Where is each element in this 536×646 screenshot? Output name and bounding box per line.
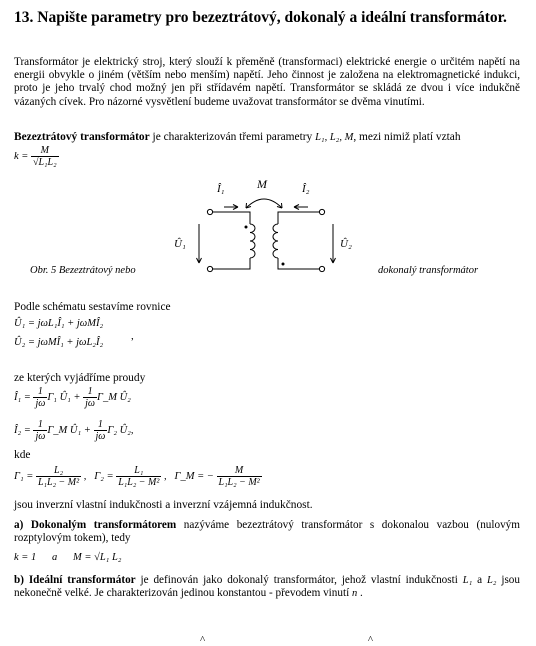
lossless-heading: Bezeztrátový transformátor [14,131,150,143]
gamma-equations: Γ₁ = $\frac{\text{L₂}}{\text{L₁L₂ − M²}}$ , Γ₂ = $\frac{\text{L₁}}{\text{L₁L₂ − M²}}$ , Γ_M = − $\frac{M}{\text{L₁L₂ − M²}}$ [14,465,260,488]
equation-comma: , [131,330,134,342]
intro-paragraph: Transformátor je elektrický stroj, který slouží k přeměně (transformaci) elektrické energie o určitém napětí na energii obvykle o jiném (větším nebo menším) napětí. Jeho činnost je založena na elektromagnetické indukci, proto je jeho trvalý chod možný jen při střídavém napětí. Transformátor se skládá ze dvou i více indukčně vázaných cívek. Pro názorné vysvětlení budeme uvažovat transformátor se dvěma vinutími. [14,56,520,108]
terminal-top-left [207,209,212,214]
equation-u1: Û₁ = jωL₁Î₁ + jωMÎ₂ [14,318,104,329]
equation-u2: Û₂ = jωMÎ₁ + jωL₂Î₂ [14,337,104,348]
primary-coil [250,224,255,258]
caption-left: Obr. 5 Bezeztrátový nebo [30,265,136,276]
mutual-arc [246,199,282,208]
ideal-heading: Ideální transformátor [28,574,136,586]
caption-right: dokonalý transformátor [378,265,479,276]
terminal-bottom-left [207,266,212,271]
voltage-arrow-2 [331,224,336,263]
secondary-dot [282,263,285,266]
lossless-text2: , mezi nimiž platí vztah [353,131,461,143]
bottom-marks: ^ ^ [200,634,454,646]
ideal-paragraph: b) Ideální transformátor je definován jako dokonalý transformátor, jehož vlastní indukčnosti L₁ a L₂ jsou nekonečně velké. Je charakterizován jedinou konstantou - převodem vinutí n . [14,574,520,600]
perfect-heading: Dokonalým transformátorem [30,519,177,531]
terminal-bottom-right [319,266,324,271]
current-arrow-1 [224,205,238,210]
current-equation-1: Î₁ = $\frac{1}{j\omega}$ Γ₁ Û₁ + $\frac{1}{j\omega}$ Γ_M Û₂ [14,386,131,409]
voltage-label-2: Û₂ [340,238,352,250]
terminal-top-right [319,209,324,214]
lossless-sentence [14,131,461,143]
voltage-label-1: Û₁ [174,238,186,250]
primary-dot [245,226,248,229]
secondary-wire [278,212,319,269]
transformer-diagram [150,172,390,282]
current-label-1: Î₁ [217,183,225,195]
secondary-coil [273,224,278,258]
currents-text: ze kterých vyjádříme proudy [14,372,146,384]
inverse-text: jsou inverzní vlastní indukčnosti a inverzní vzájemná indukčnost. [14,499,313,511]
k-numerator: M [31,145,59,157]
lossless-text: je charakterizován třemi parametry [149,131,316,143]
voltage-arrow-1 [197,224,202,263]
coupling-formula [14,145,59,168]
kde-label: kde [14,449,31,461]
primary-wire [213,212,250,269]
current-label-2: Î₂ [302,183,310,195]
perfect-paragraph: a) Dokonalým transformátorem nazýváme bezeztrátový transformátor s dokonalou vazbou (nulovým rozptylovým tokem), tedy [14,519,520,545]
lossless-params: L₁, L₂, M [315,132,354,143]
page-title: 13. Napište parametry pro bezeztrátový, dokonalý a ideální transformátor. [14,9,507,26]
k-label: k = [14,150,29,162]
schema-text: Podle schématu sestavíme rovnice [14,301,171,313]
current-arrow-2 [294,205,308,210]
k-denominator: √L₁L₂ [33,157,57,168]
mutual-label: M [257,177,267,191]
current-equation-2: Î₂ = $\frac{1}{j\omega}$ Γ_M Û₁ + $\frac{1}{j\omega}$ Γ₂ Û₂, [14,419,134,442]
perfect-conditions: k = 1 a M = √L₁ L₂ [14,552,122,563]
